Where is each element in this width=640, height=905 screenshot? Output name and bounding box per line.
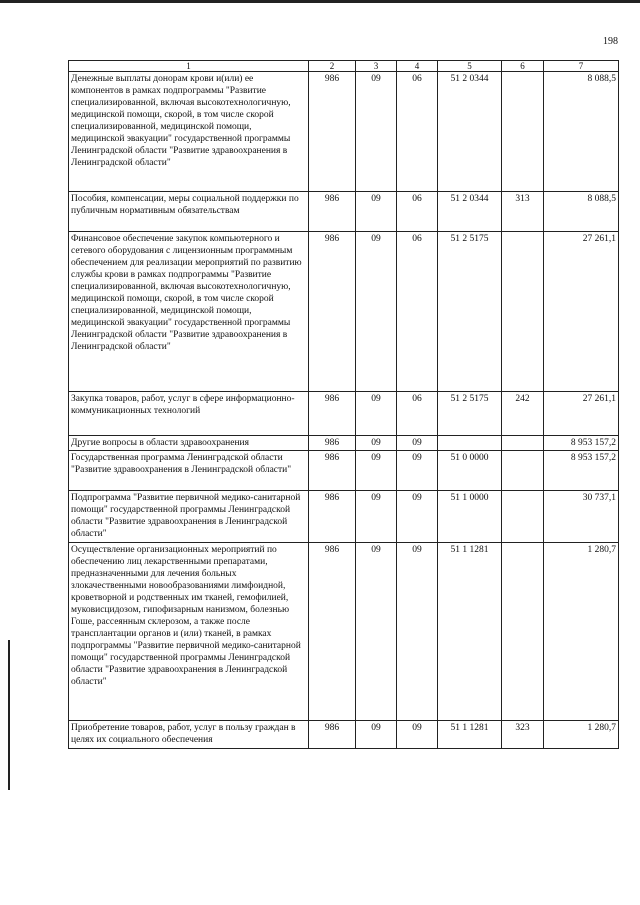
row-amount: 8 088,5	[544, 72, 619, 192]
row-expense-type	[502, 491, 544, 543]
row-amount: 30 737,1	[544, 491, 619, 543]
row-amount: 27 261,1	[544, 232, 619, 392]
row-admin-code: 986	[309, 232, 356, 392]
row-subsection: 06	[397, 392, 438, 436]
row-section: 09	[356, 451, 397, 491]
table-row	[69, 721, 619, 749]
row-description: Подпрограмма "Развитие первичной медико-санитарной помощи" государственной программы Ленинградской области "Развитие здравоохранения в Ленинградской области"	[69, 491, 309, 543]
header-col-5: 5	[438, 61, 502, 72]
row-target-article: 51 1 0000	[438, 491, 502, 543]
table-row	[69, 192, 619, 232]
row-admin-code: 986	[309, 436, 356, 451]
budget-table	[68, 60, 619, 749]
row-subsection: 09	[397, 543, 438, 721]
row-section: 09	[356, 491, 397, 543]
row-amount: 1 280,7	[544, 543, 619, 721]
table-row	[69, 491, 619, 543]
row-subsection: 06	[397, 192, 438, 232]
row-description: Другие вопросы в области здравоохранения	[69, 436, 309, 451]
row-expense-type: 323	[502, 721, 544, 749]
row-target-article: 51 2 0344	[438, 72, 502, 192]
row-description: Закупка товаров, работ, услуг в сфере информационно-коммуникационных технологий	[69, 392, 309, 436]
row-description: Приобретение товаров, работ, услуг в пользу граждан в целях их социального обеспечения	[69, 721, 309, 749]
row-subsection: 09	[397, 491, 438, 543]
row-expense-type: 313	[502, 192, 544, 232]
table-row	[69, 451, 619, 491]
row-description: Пособия, компенсации, меры социальной поддержки по публичным нормативным обязательствам	[69, 192, 309, 232]
row-expense-type: 242	[502, 392, 544, 436]
header-col-1: 1	[69, 61, 309, 72]
header-col-3: 3	[356, 61, 397, 72]
row-admin-code: 986	[309, 451, 356, 491]
header-col-6: 6	[502, 61, 544, 72]
row-section: 09	[356, 721, 397, 749]
row-admin-code: 986	[309, 392, 356, 436]
header-col-2: 2	[309, 61, 356, 72]
row-target-article: 51 2 5175	[438, 232, 502, 392]
row-target-article: 51 1 1281	[438, 543, 502, 721]
row-admin-code: 986	[309, 491, 356, 543]
table-row	[69, 543, 619, 721]
binding-mark	[8, 640, 10, 790]
row-expense-type	[502, 232, 544, 392]
row-description: Государственная программа Ленинградской области "Развитие здравоохранения в Ленинградской области"	[69, 451, 309, 491]
row-target-article: 51 0 0000	[438, 451, 502, 491]
row-expense-type	[502, 72, 544, 192]
table-row	[69, 392, 619, 436]
row-target-article	[438, 436, 502, 451]
page-number: 198	[603, 36, 618, 47]
table-row	[69, 436, 619, 451]
row-expense-type	[502, 451, 544, 491]
row-amount: 1 280,7	[544, 721, 619, 749]
row-target-article: 51 1 1281	[438, 721, 502, 749]
table-row	[69, 72, 619, 192]
row-subsection: 09	[397, 436, 438, 451]
row-section: 09	[356, 543, 397, 721]
row-admin-code: 986	[309, 721, 356, 749]
row-admin-code: 986	[309, 72, 356, 192]
row-subsection: 06	[397, 72, 438, 192]
row-subsection: 09	[397, 451, 438, 491]
row-target-article: 51 2 5175	[438, 392, 502, 436]
header-row	[69, 61, 619, 72]
row-description: Финансовое обеспечение закупок компьютерного и сетевого оборудования с лицензионным программным обеспечением для реализации мероприятий по развитию службы крови в рамках подпрограммы "Развитие специализированной, включая высокотехнологичную, медицинской помощи, скорой, в том числе скорой специализированной, медицинской помощи, медицинской эвакуации" государственной программы Ленинградской области "Развитие здравоохранения в Ленинградской области"	[69, 232, 309, 392]
table-row	[69, 232, 619, 392]
row-section: 09	[356, 232, 397, 392]
header-col-4: 4	[397, 61, 438, 72]
header-col-7: 7	[544, 61, 619, 72]
row-subsection: 06	[397, 232, 438, 392]
row-amount: 8 088,5	[544, 192, 619, 232]
row-amount: 27 261,1	[544, 392, 619, 436]
row-admin-code: 986	[309, 543, 356, 721]
row-description: Осуществление организационных мероприятий по обеспечению лиц лекарственными препаратами, предназначенными для лечения больных злокачественными новообразованиями лимфоидной, кроветворной и родственных им тканей, гемофилией, муковисцидозом, гипофизарным нанизмом, болезнью Гоше, рассеянным склерозом, а также после трансплантации органов и (или) тканей, в рамках подпрограммы "Развитие первичной медико-санитарной помощи" государственной программы Ленинградской области "Развитие здравоохранения в Ленинградской области"	[69, 543, 309, 721]
row-target-article: 51 2 0344	[438, 192, 502, 232]
top-border-line	[0, 0, 640, 3]
row-description: Денежные выплаты донорам крови и(или) ее компонентов в рамках подпрограммы "Развитие специализированной, включая высокотехнологичную, медицинской помощи, скорой, в том числе скорой специализированной, медицинской помощи, медицинской эвакуации" государственной программы Ленинградской области "Развитие здравоохранения в Ленинградской области"	[69, 72, 309, 192]
row-admin-code: 986	[309, 192, 356, 232]
row-expense-type	[502, 436, 544, 451]
row-expense-type	[502, 543, 544, 721]
row-amount: 8 953 157,2	[544, 436, 619, 451]
row-section: 09	[356, 436, 397, 451]
row-subsection: 09	[397, 721, 438, 749]
row-section: 09	[356, 392, 397, 436]
row-section: 09	[356, 192, 397, 232]
row-amount: 8 953 157,2	[544, 451, 619, 491]
row-section: 09	[356, 72, 397, 192]
